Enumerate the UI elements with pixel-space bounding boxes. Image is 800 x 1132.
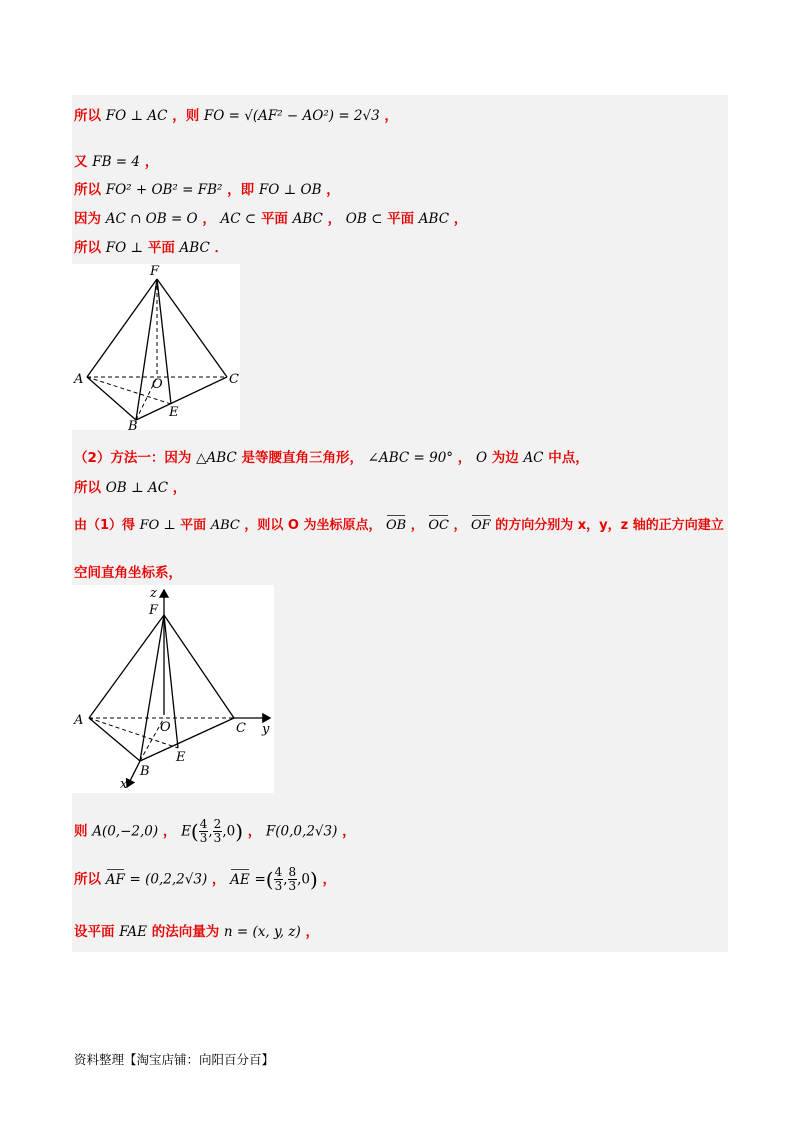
vector-ae: AE bbox=[230, 871, 250, 888]
footer-source: 资料整理【淘宝店铺：向阳百分百】 bbox=[74, 1052, 275, 1067]
label-F: F bbox=[149, 603, 159, 618]
line-11: 所以 AF = (0,2,2√3) ， AE =( $\frac{4}{3}$ , $\frac{8}{3}$ ,0) ， bbox=[74, 865, 337, 893]
math-fo-perp: FO ⊥ bbox=[139, 518, 176, 533]
label-O: O bbox=[160, 720, 171, 735]
label-A: A bbox=[74, 713, 84, 728]
math-ob-subset: OB ⊂ bbox=[345, 211, 383, 227]
math-abc: ABC bbox=[210, 518, 240, 533]
point-a: A(0,−2,0) bbox=[92, 823, 159, 840]
text: ， bbox=[305, 924, 319, 940]
line-6 bbox=[74, 446, 589, 466]
math-fo-perp: FO ⊥ bbox=[105, 240, 144, 256]
label-x: x bbox=[120, 777, 128, 792]
label-A: A bbox=[74, 372, 84, 387]
line-2 bbox=[74, 150, 158, 170]
text: 所以 bbox=[74, 480, 101, 496]
text: ， bbox=[457, 450, 472, 466]
vector-of: OF bbox=[471, 518, 491, 533]
math-fo-perp-ac: FO ⊥ AC bbox=[105, 108, 168, 124]
label-B: B bbox=[140, 764, 150, 779]
line-8 bbox=[74, 514, 724, 533]
text: 是等腰直角三角形， bbox=[241, 450, 363, 466]
math-abc: ABC bbox=[179, 240, 210, 256]
text: 平面 bbox=[260, 211, 288, 227]
vector-ob: OB bbox=[386, 518, 407, 533]
point-e: E bbox=[181, 823, 191, 840]
text: 空间直角坐标系， bbox=[74, 565, 182, 581]
pyramid-figure-1 bbox=[72, 264, 240, 430]
text: ， bbox=[342, 823, 356, 840]
text: ， bbox=[410, 518, 424, 533]
vector-oc: OC bbox=[428, 518, 449, 533]
math-pythagoras: FO² + OB² = FB² bbox=[105, 182, 223, 198]
text: 的方向分别为 x，y，z 轴的正方向建立 bbox=[495, 518, 724, 533]
text: 平面 bbox=[387, 211, 415, 227]
math-fo-value: FO = √(AF² − AO²) = 2√3 bbox=[203, 108, 380, 124]
text: 平面 bbox=[180, 518, 207, 533]
math-o: O bbox=[475, 450, 488, 466]
pyramid-coordinate-figure bbox=[72, 585, 274, 793]
math-triangle-abc: △ABC bbox=[196, 450, 237, 466]
point-f: F(0,0,2√3) bbox=[265, 823, 338, 840]
line-1 bbox=[74, 104, 398, 124]
label-E: E bbox=[169, 405, 179, 420]
vector-af-value: = (0,2,2√3) bbox=[129, 871, 208, 888]
normal-vector: n = (x, y, z) bbox=[223, 924, 301, 940]
text: ， bbox=[172, 480, 187, 496]
label-O: O bbox=[152, 377, 163, 392]
text: ，即 bbox=[227, 182, 255, 198]
math-ob-perp-ac: OB ⊥ AC bbox=[105, 480, 169, 496]
line-4 bbox=[74, 207, 467, 227]
text: 因为 bbox=[74, 211, 101, 227]
math-abc: ABC bbox=[292, 211, 323, 227]
text: 为边 bbox=[491, 450, 519, 466]
line-9 bbox=[74, 561, 182, 581]
text: 又 bbox=[74, 154, 88, 170]
text: 所以 bbox=[74, 871, 101, 888]
fraction: $\frac{8}{3}$ bbox=[288, 865, 297, 893]
line-5 bbox=[74, 236, 228, 256]
fraction: $\frac{4}{3}$ bbox=[274, 865, 283, 893]
text: ， bbox=[202, 211, 216, 227]
math-ac: AC bbox=[523, 450, 544, 466]
text: 平面 bbox=[147, 240, 175, 256]
text: ， bbox=[162, 823, 177, 840]
math-fb: FB = 4 bbox=[92, 154, 140, 170]
fraction: $\frac{2}{3}$ bbox=[213, 817, 222, 845]
text: ， bbox=[453, 518, 467, 533]
label-F: F bbox=[150, 264, 160, 279]
text: 中点， bbox=[548, 450, 589, 466]
math-intersection: AC ∩ OB = O bbox=[105, 211, 198, 227]
text: ， bbox=[327, 211, 342, 227]
text: 所以 bbox=[74, 240, 101, 256]
math-abc: ABC bbox=[418, 211, 450, 227]
text: ， bbox=[322, 871, 337, 888]
text: ，则以 O 为坐标原点， bbox=[244, 518, 382, 533]
fraction: $\frac{4}{3}$ bbox=[199, 817, 208, 845]
text: 所以 bbox=[74, 108, 101, 124]
label-E: E bbox=[176, 750, 186, 765]
text: ， bbox=[144, 154, 159, 170]
math-ac-subset: AC ⊂ bbox=[220, 211, 257, 227]
math-fo-perp-ob: FO ⊥ OB bbox=[258, 182, 322, 198]
text: ， bbox=[326, 182, 340, 198]
text: 所以 bbox=[74, 182, 101, 198]
text: ． bbox=[214, 240, 228, 256]
label-y: y bbox=[262, 722, 270, 737]
text: ， bbox=[453, 211, 468, 227]
label-B: B bbox=[128, 419, 138, 430]
text: ， bbox=[384, 108, 398, 124]
label-C: C bbox=[229, 372, 239, 387]
line-3 bbox=[74, 178, 340, 198]
math-angle: ∠ABC = 90° bbox=[367, 450, 454, 466]
equals: = bbox=[254, 871, 266, 888]
math-fae: FAE bbox=[119, 924, 148, 940]
vector-af: AF bbox=[105, 871, 125, 888]
line-7 bbox=[74, 476, 186, 496]
text: ， bbox=[247, 823, 262, 840]
text: 则 bbox=[74, 823, 88, 840]
line-12 bbox=[74, 920, 319, 940]
text: 由（1）得 bbox=[74, 518, 136, 533]
text: （2）方法一：因为 bbox=[74, 450, 192, 466]
text: 的法向量为 bbox=[151, 924, 220, 940]
text: ， bbox=[211, 871, 226, 888]
label-C: C bbox=[236, 721, 246, 736]
label-z: z bbox=[150, 586, 157, 601]
line-10: 则 A(0,−2,0) ， E( $\frac{4}{3}$ , $\frac{2}{3}$ ,0) ， F(0,0,2√3) ， bbox=[74, 817, 356, 845]
text: ，则 bbox=[172, 108, 200, 124]
text: 设平面 bbox=[74, 924, 115, 940]
